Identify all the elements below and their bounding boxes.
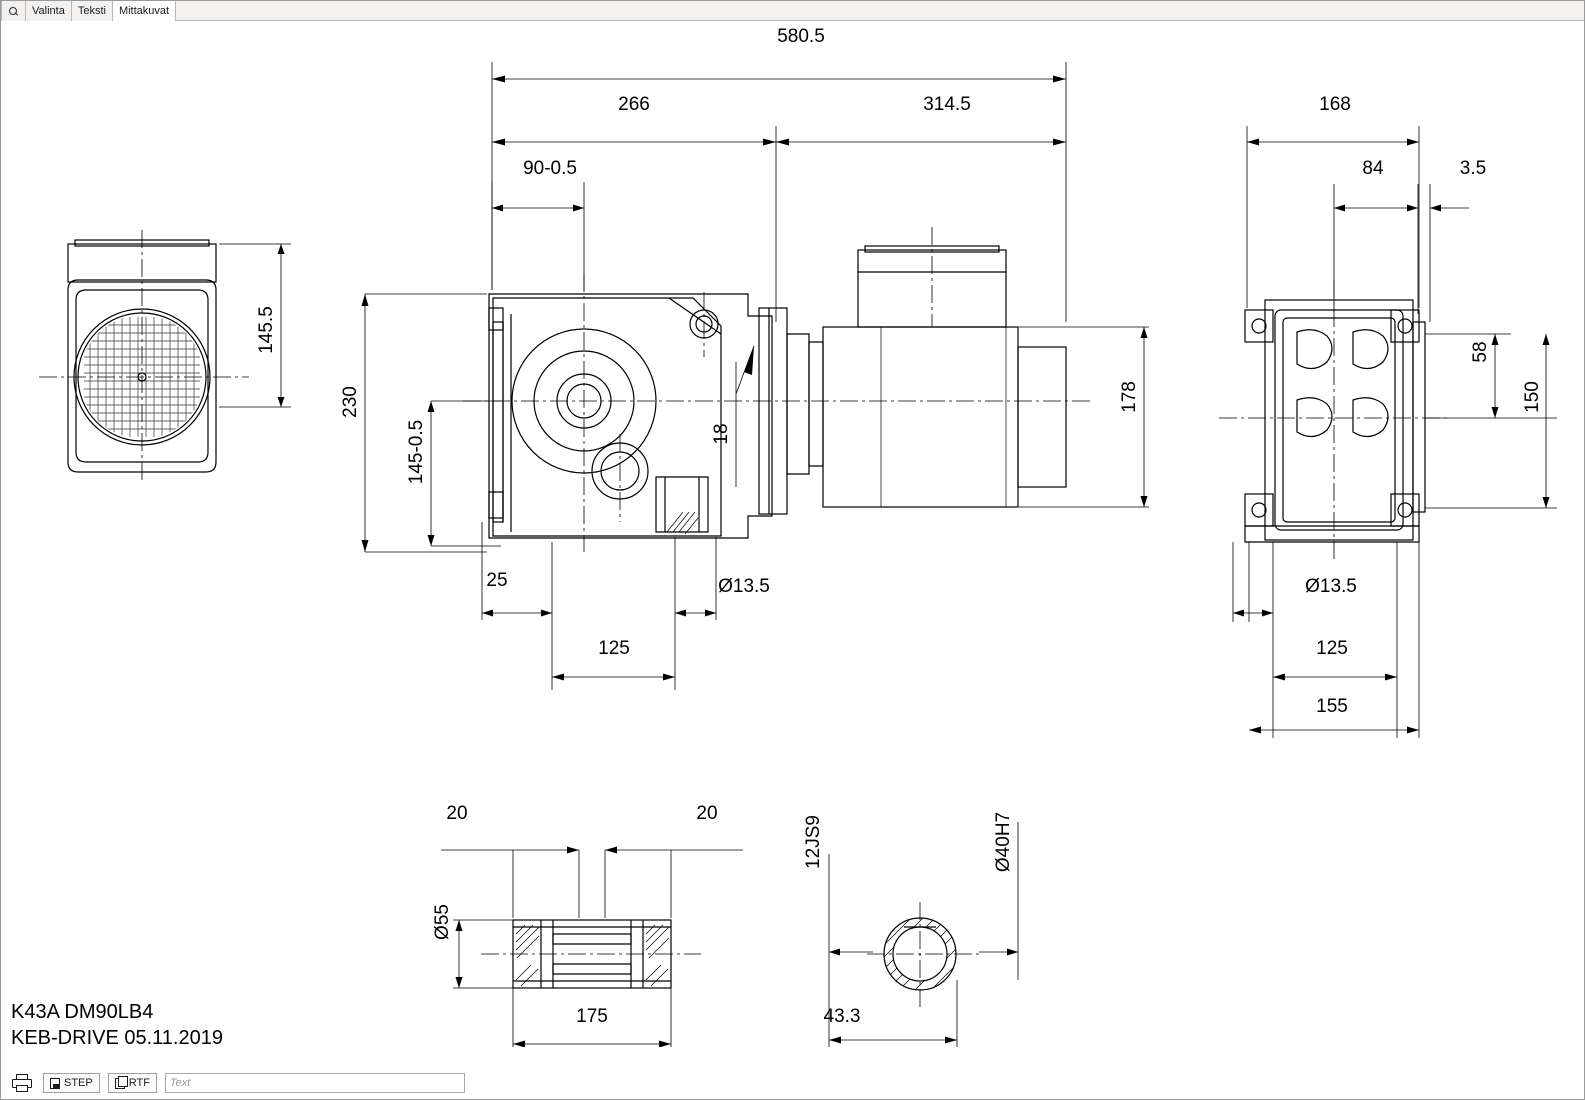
dim-90 [492, 182, 584, 290]
dim-label-18: 18 [711, 423, 732, 445]
dim-label-20-left: 20 [446, 803, 468, 824]
dim-label-58: 58 [1470, 341, 1491, 363]
step-export-button[interactable] [43, 1073, 100, 1093]
dim-label-178: 178 [1119, 381, 1140, 413]
tab-bar [1, 1, 1584, 21]
tab-label: Teksti [77, 4, 106, 17]
dim-label-90: 90-0.5 [523, 158, 577, 179]
drawing-canvas [1, 22, 1584, 1050]
dim-label-84: 84 [1362, 158, 1384, 179]
dim-label-125: 125 [598, 638, 630, 659]
tab-search[interactable] [1, 1, 26, 21]
title-line-source: KEB-DRIVE 05.11.2019 [11, 1027, 223, 1050]
view-shaft-section [481, 920, 701, 988]
search-icon [9, 7, 18, 16]
dim-label-314-5: 314.5 [923, 94, 971, 115]
dim-168 [1247, 126, 1419, 308]
dim-58-150 [1425, 334, 1557, 508]
dim-580-5 [492, 62, 1066, 322]
bottom-toolbar [1, 1067, 1584, 1099]
dim-label-266: 266 [618, 94, 650, 115]
dim-label-155: 155 [1316, 696, 1348, 717]
dim-label-145-5: 145.5 [256, 306, 277, 354]
tab-label: Mittakuvat [118, 4, 170, 17]
tab-bar-filler [176, 1, 1584, 20]
dim-label-side-125: 125 [1316, 638, 1348, 659]
title-block [11, 999, 223, 1052]
dim-145 [428, 401, 502, 546]
view-main-assembly [463, 227, 1091, 552]
view-side [1219, 280, 1451, 562]
step-button-label: STEP [64, 1077, 93, 1089]
tab-valinta[interactable] [26, 1, 72, 21]
printer-icon [11, 1073, 33, 1093]
dim-18 [736, 346, 754, 487]
dim-266-314-5 [492, 126, 1066, 322]
technical-drawing [1, 22, 1584, 1047]
dim-84-3-5 [1334, 184, 1469, 322]
dim-label-168: 168 [1319, 94, 1351, 115]
dim-label-40h7: Ø40H7 [993, 811, 1014, 873]
dim-label-55: Ø55 [432, 904, 453, 940]
tab-label: Valinta [32, 4, 65, 17]
dim-178 [1019, 327, 1149, 507]
dim-label-580-5: 580.5 [777, 26, 825, 47]
dim-label-25: 25 [486, 570, 508, 591]
copy-icon [115, 1078, 125, 1089]
rtf-button-label: RTF [128, 1077, 150, 1089]
print-button[interactable] [9, 1073, 35, 1093]
title-line-model: K43A DM90LB4 [11, 1001, 154, 1023]
rtf-copy-button[interactable] [108, 1073, 157, 1093]
dim-label-150: 150 [1522, 381, 1543, 413]
dim-label-side-hole-dia: Ø13.5 [1305, 576, 1357, 597]
dim-bottom-group [482, 522, 716, 690]
dim-label-20-right: 20 [696, 803, 718, 824]
dim-145-5 [219, 244, 291, 407]
dim-label-175: 175 [576, 1006, 608, 1027]
dim-label-hole-dia: Ø13.5 [718, 576, 770, 597]
dim-label-3-5: 3.5 [1459, 158, 1487, 179]
dim-label-145: 145-0.5 [406, 419, 427, 485]
floppy-icon [50, 1078, 60, 1089]
dim-label-230: 230 [340, 386, 361, 418]
tab-mittakuvat[interactable] [113, 1, 176, 21]
text-input[interactable] [165, 1073, 465, 1093]
view-bore-section [867, 872, 979, 1024]
dim-label-12js9: 12JS9 [803, 815, 824, 869]
view-fan-end [39, 230, 249, 484]
tab-teksti[interactable] [72, 1, 113, 21]
dim-label-43-3: 43.3 [823, 1006, 861, 1027]
